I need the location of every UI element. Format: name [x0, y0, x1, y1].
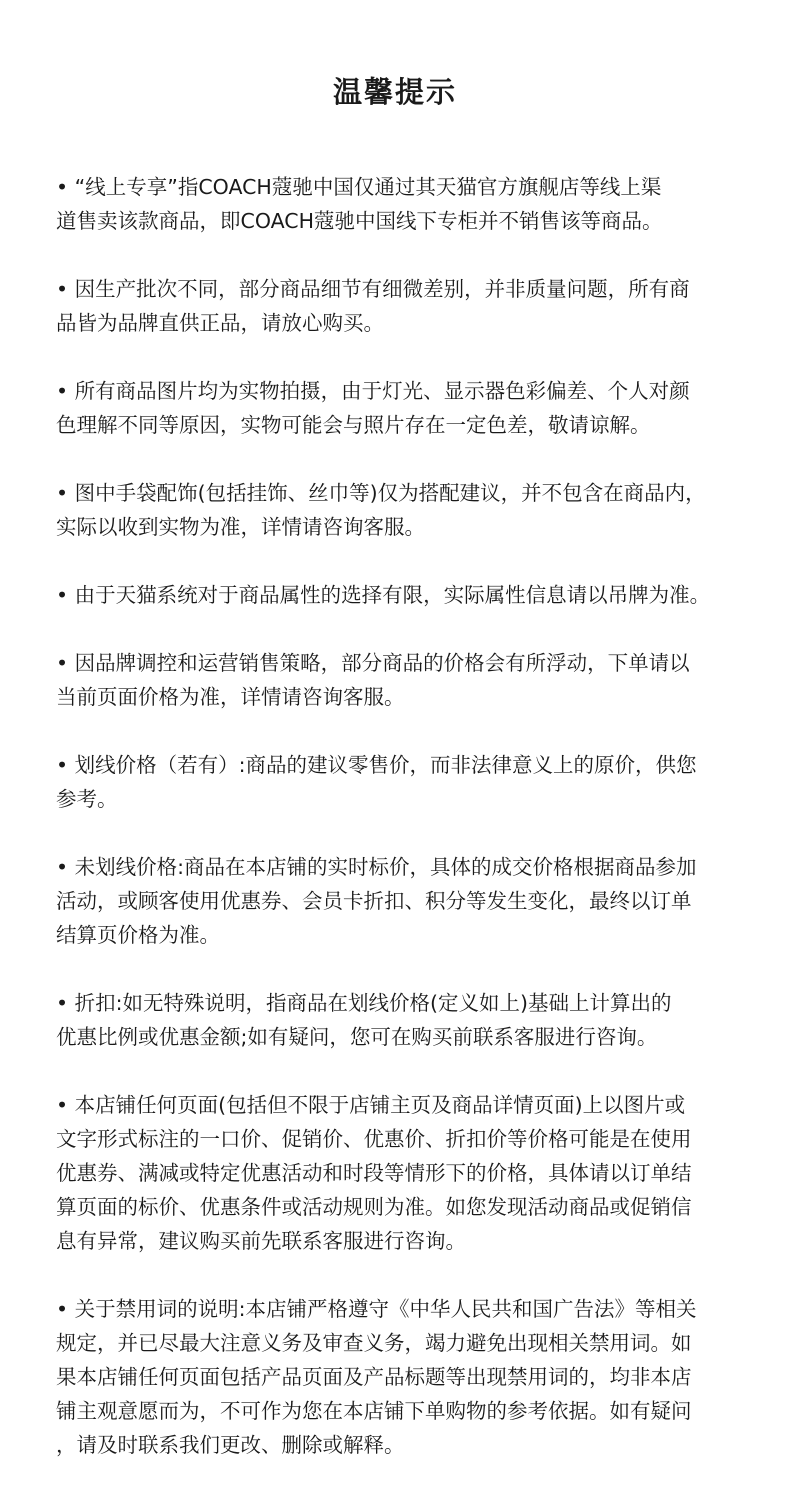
notice-line: • 未划线价格:商品在本店铺的实时标价，具体的成交价格根据商品参加 — [56, 855, 697, 879]
notice-line: 铺主观意愿而为，不可作为您在本店铺下单购物的参考依据。如有疑问 — [56, 1399, 692, 1423]
notice-line: 优惠比例或优惠金额;如有疑问，您可在购买前联系客服进行咨询。 — [56, 1025, 658, 1049]
notice-line: • 折扣:如无特殊说明，指商品在划线价格(定义如上)基础上计算出的 — [56, 991, 672, 1015]
notice-item-unstruck-price — [56, 850, 756, 952]
notice-line: 道售卖该款商品，即COACH蔻驰中国线下专柜并不销售该等商品。 — [56, 209, 663, 233]
notice-line: 息有异常，建议购买前先联系客服进行咨询。 — [56, 1229, 466, 1253]
notice-item-color-difference — [56, 374, 756, 442]
notice-line: 活动，或顾客使用优惠券、会员卡折扣、积分等发生变化，最终以订单 — [56, 889, 692, 913]
notice-line: ，请及时联系我们更改、删除或解释。 — [56, 1433, 405, 1457]
notice-line: 算页面的标价、优惠条件或活动规则为准。如您发现活动商品或促销信 — [56, 1195, 692, 1219]
notice-line: 果本店铺任何页面包括产品页面及产品标题等出现禁用词的，均非本店 — [56, 1365, 692, 1389]
notice-item-online-exclusive — [56, 170, 756, 238]
notice-item-promotional-price — [56, 1088, 756, 1258]
page-title: 温馨提示 — [332, 75, 457, 109]
notice-line: • 因品牌调控和运营销售策略，部分商品的价格会有所浮动，下单请以 — [56, 651, 690, 675]
notice-item-prohibited-words — [56, 1292, 756, 1462]
notice-line: 优惠券、满减或特定优惠活动和时段等情形下的价格，具体请以订单结 — [56, 1161, 692, 1185]
notice-line: 结算页价格为准。 — [56, 923, 220, 947]
notice-line: • 所有商品图片均为实物拍摄，由于灯光、显示器色彩偏差、个人对颜 — [56, 379, 690, 403]
notice-line: • 划线价格（若有）:商品的建议零售价，而非法律意义上的原价，供您 — [56, 753, 697, 777]
notice-line: • 关于禁用词的说明:本店铺严格遵守《中华人民共和国广告法》等相关 — [56, 1297, 697, 1321]
notice-item-strikethrough-price — [56, 748, 756, 816]
notice-line: 文字形式标注的一口价、促销价、优惠价、折扣价等价格可能是在使用 — [56, 1127, 692, 1151]
notice-line: 实际以收到实物为准，详情请咨询客服。 — [56, 515, 425, 539]
notice-line: 色理解不同等原因，实物可能会与照片存在一定色差，敬请谅解。 — [56, 413, 651, 437]
notice-list — [56, 170, 756, 1462]
notice-line: • 由于天猫系统对于商品属性的选择有限，实际属性信息请以吊牌为准。 — [56, 583, 711, 607]
notice-line: • 因生产批次不同，部分商品细节有细微差别，并非质量问题，所有商 — [56, 277, 690, 301]
notice-item-discount — [56, 986, 756, 1054]
notice-item-accessories — [56, 476, 756, 544]
notice-line: 规定，并已尽最大注意义务及审查义务，竭力避免出现相关禁用词。如 — [56, 1331, 692, 1355]
notice-line: • 本店铺任何页面(包括但不限于店铺主页及商品详情页面)上以图片或 — [56, 1093, 686, 1117]
notice-item-batch-difference — [56, 272, 756, 340]
notice-line: 当前页面价格为准，详情请咨询客服。 — [56, 685, 405, 709]
notice-line: 参考。 — [56, 787, 118, 811]
notice-line: • 图中手袋配饰(包括挂饰、丝巾等)仅为搭配建议，并不包含在商品内， — [56, 481, 706, 505]
notice-item-price-fluctuation — [56, 646, 756, 714]
notice-line: 品皆为品牌直供正品，请放心购买。 — [56, 311, 384, 335]
notice-item-attributes — [56, 578, 756, 612]
notice-line: • “线上专享”指COACH蔻驰中国仅通过其天猫官方旗舰店等线上渠 — [56, 175, 662, 199]
